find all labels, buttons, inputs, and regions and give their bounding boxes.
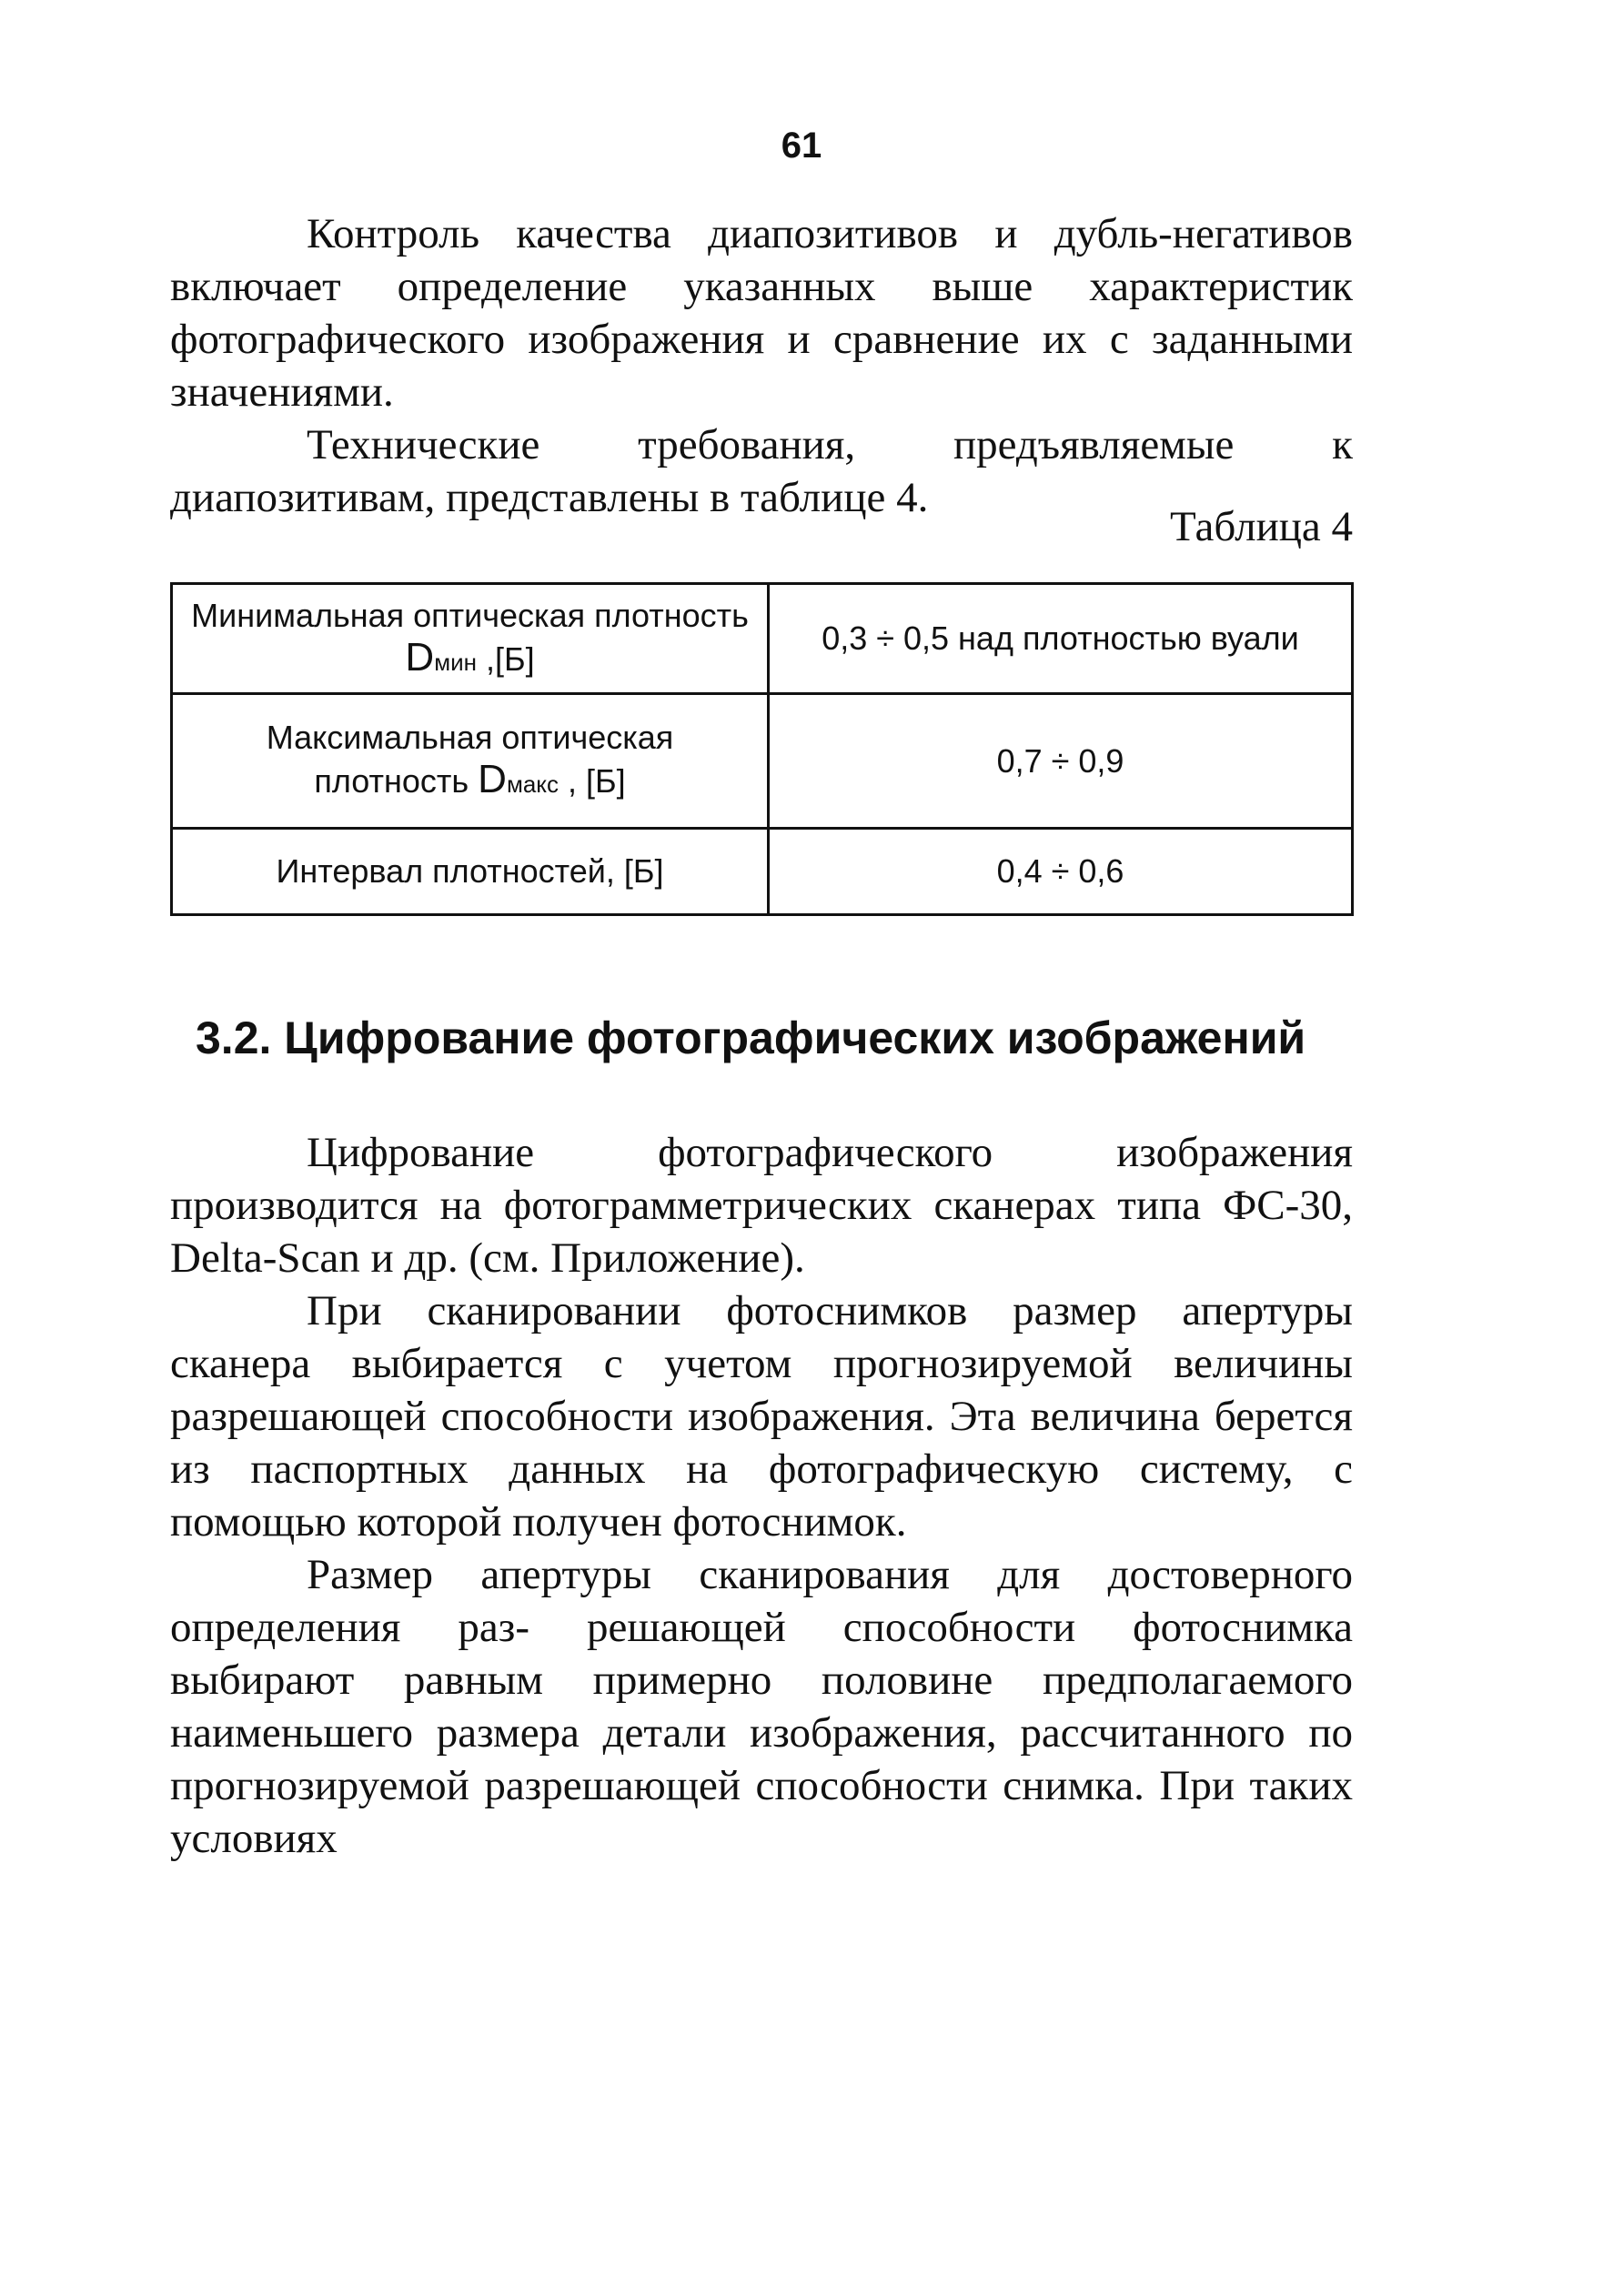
page-number: 61 [781,126,822,166]
param-text: Минимальная оптическая плотность [191,596,749,634]
table-row [172,694,1353,829]
density-symbol: D [405,634,435,680]
paragraph-quality-control: Контроль качества диапозитивов и дубль-негативов включает определение указанных выше характеристик фотографического изображения и сравнение их с заданными значениями. [170,210,1353,416]
density-symbol: D [478,757,507,801]
density-subscript: мин [434,648,477,676]
paragraph-digitizing: Цифрование фотографического изображения производится на фотограмметрических сканерах типа ФС-30, Delta-Scan и др. (см. Приложение). [170,1129,1353,1282]
table-cell-value: 0,4 ÷ 0,6 [769,829,1353,915]
density-subscript: макс [506,770,559,798]
requirements-table [170,582,1354,916]
param-text: Максимальная оптическая плотность [266,719,674,800]
table-row [172,829,1353,915]
paragraph-aperture: Размер апертуры сканирования для достоверного определения раз- решающей способности фотоснимка выбирают равным примерно половине предполагаемого наименьшего размера детали изображения, рассчитанного по прогнозируемой разрешающей способности снимка. При таких условиях [170,1551,1353,1862]
table-caption: Таблица 4 [1169,503,1353,550]
section-heading: 3.2. Цифрование фотографических изображений [196,1012,1306,1063]
intro-text [170,207,1353,524]
section-text [170,1126,1353,1865]
table-cell-parameter [172,694,769,829]
param-unit: ,[Б] [476,639,535,678]
paragraph-scanning: При сканировании фотоснимков размер апертуры сканера выбирается с учетом прогнозируемой величины разрешающей способности изображения. Эта величина берется из паспортных данных на фотографическую систему, с помощью которой получен фотоснимок. [170,1287,1353,1546]
table-row [172,584,1353,694]
table-cell-parameter: Интервал плотностей, [Б] [172,829,769,915]
table-cell-value: 0,3 ÷ 0,5 над плотностью вуали [769,584,1353,694]
table-cell-parameter [172,584,769,694]
table-cell-value: 0,7 ÷ 0,9 [769,694,1353,829]
param-unit: , [Б] [558,762,626,800]
paragraph-requirements: Технические требования, предъявляемые к диапозитивам, представлены в таблице 4. [170,421,1353,521]
